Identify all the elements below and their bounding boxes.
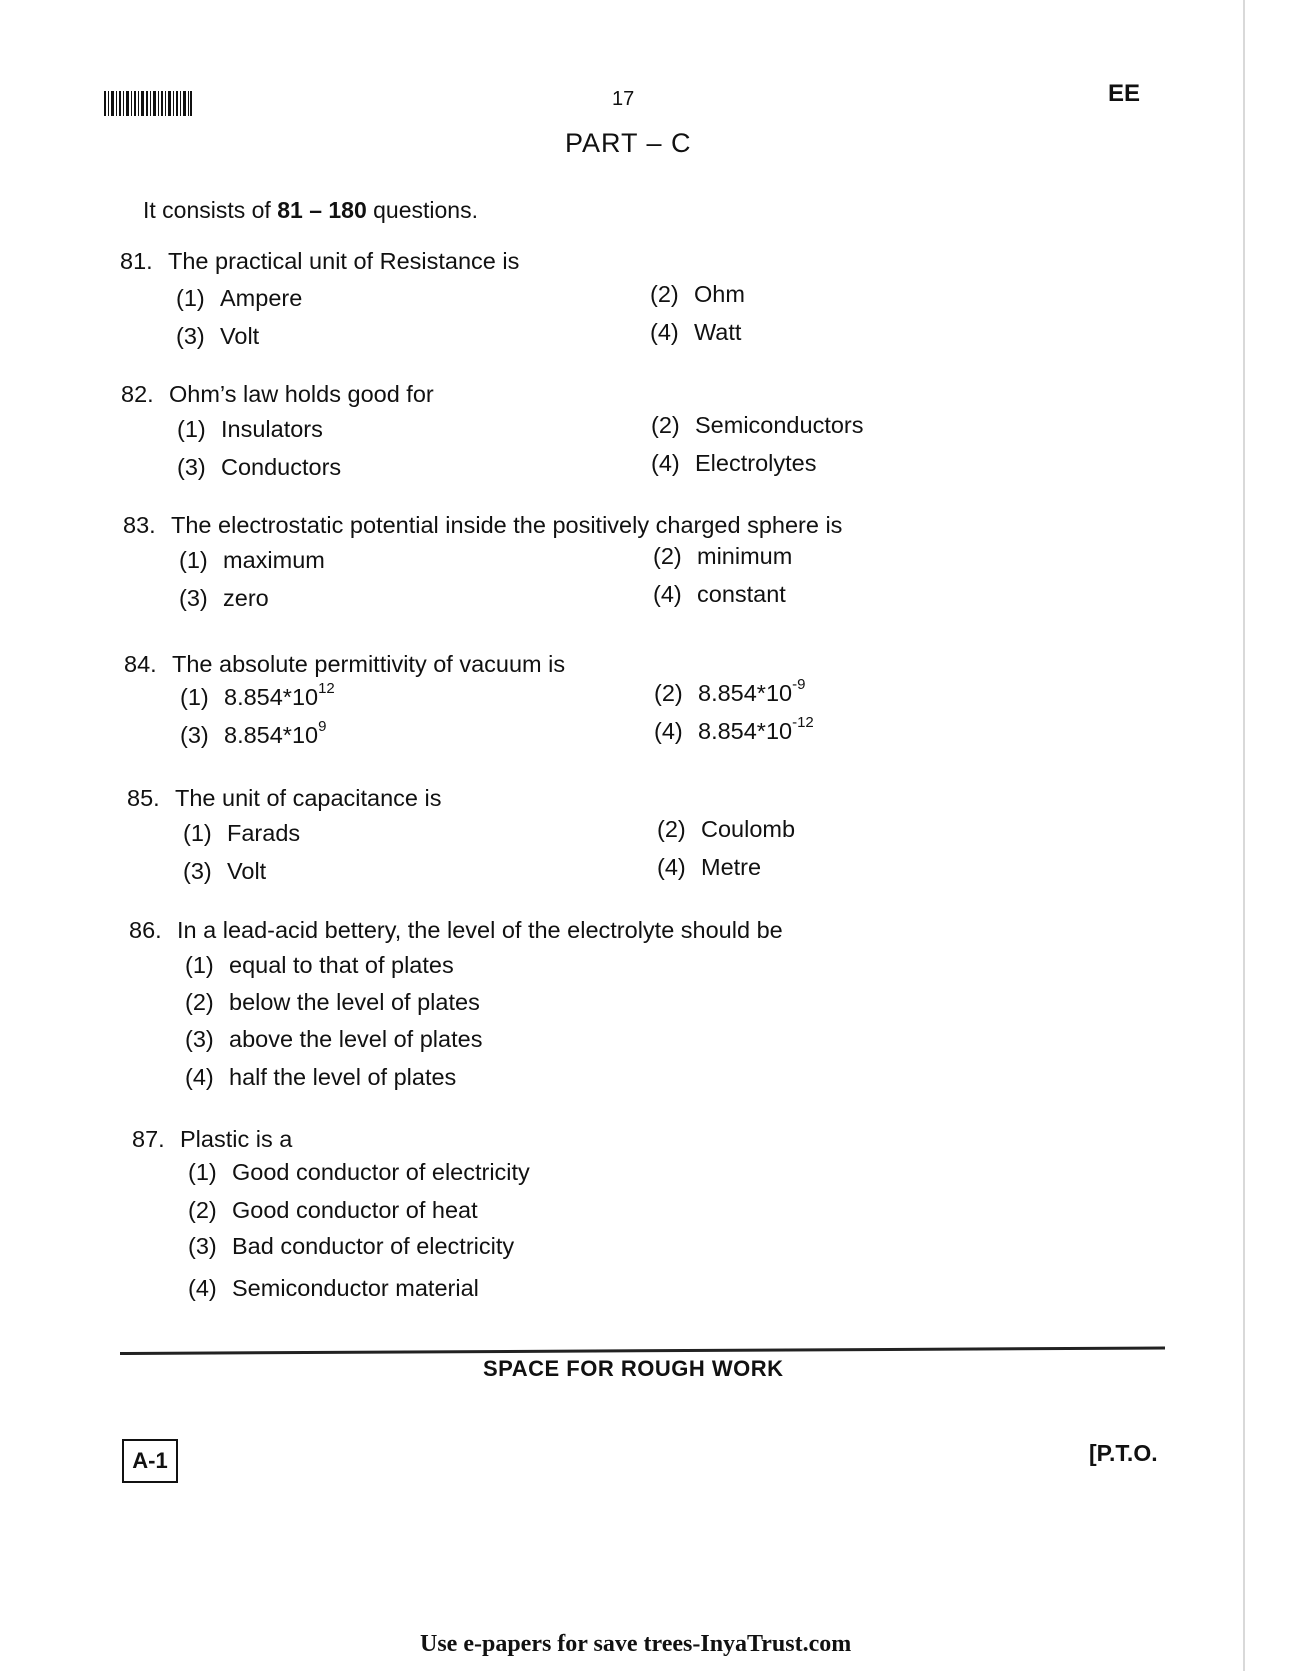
option-1: (1) $8.854*10^{12}$ [180, 680, 335, 710]
question-number: 86. [129, 917, 162, 943]
option-1: (1) Good conductor of electricity [188, 1159, 530, 1185]
footer-text: Use e-papers for save trees-InyaTrust.com [420, 1631, 852, 1657]
option-2: (2) $8.854*10^{-9}$ [654, 676, 806, 706]
set-code-box: A-1 [122, 1439, 178, 1483]
question-text: The electrostatic potential inside the positively charged sphere is [171, 512, 843, 538]
option-1: (1) Insulators [177, 416, 323, 442]
series-code: EE [1108, 80, 1141, 107]
question-87 [132, 1126, 530, 1303]
intro-range: 81 – 180 [277, 197, 367, 223]
question-text: In a lead-acid bettery, the level of the electrolyte should be [177, 917, 783, 943]
option-3: (3) Bad conductor of electricity [188, 1233, 515, 1259]
option-3: (3) above the level of plates [185, 1026, 483, 1052]
question-83 [123, 512, 842, 619]
question-text: The practical unit of Resistance is [168, 248, 520, 274]
intro-prefix: It consists of [143, 197, 278, 223]
question-text: Ohm’s law holds good for [169, 381, 434, 407]
option-3: (3) Volt [176, 323, 260, 349]
page-edge-line [1243, 0, 1245, 1671]
option-4: (4) $8.854*10^{-12}$ [654, 714, 814, 744]
option-4: (4) constant [653, 581, 786, 607]
question-82 [121, 381, 864, 488]
option-2: (2) Good conductor of heat [188, 1197, 478, 1223]
rough-work-label: SPACE FOR ROUGH WORK [483, 1356, 784, 1381]
option-2: (2) below the level of plates [185, 989, 480, 1015]
option-3: (3) Volt [183, 858, 267, 884]
option-2: (2) Ohm [650, 281, 745, 307]
question-text: The absolute permittivity of vacuum is [172, 651, 566, 677]
divider-rule [120, 1347, 1165, 1355]
option-1: (1) Ampere [176, 285, 303, 311]
option-2: (2) Coulomb [657, 816, 796, 842]
option-1: (1) maximum [179, 547, 325, 573]
part-heading: PART – C [565, 128, 692, 158]
barcode [104, 91, 192, 116]
question-text: The unit of capacitance is [175, 785, 442, 811]
question-81 [120, 248, 745, 355]
option-4: (4) Metre [657, 854, 762, 880]
pto-label: [P.T.O. [1089, 1440, 1158, 1466]
question-number: 82. [121, 381, 154, 407]
option-4: (4) half the level of plates [185, 1064, 457, 1090]
question-86 [129, 917, 783, 1094]
question-number: 85. [127, 785, 160, 811]
question-text: Plastic is a [180, 1126, 293, 1152]
intro-suffix: questions. [366, 197, 478, 223]
option-3: (3) $8.854*10^9$ [180, 718, 327, 748]
question-number: 83. [123, 512, 156, 538]
question-number: 87. [132, 1126, 165, 1152]
option-2: (2) minimum [653, 543, 793, 569]
question-85 [127, 785, 796, 892]
question-number: 81. [120, 248, 153, 274]
option-3: (3) Conductors [177, 454, 342, 480]
option-2: (2) Semiconductors [651, 412, 864, 438]
page-number: 17 [612, 88, 635, 110]
question-number: 84. [124, 651, 157, 677]
option-1: (1) equal to that of plates [185, 952, 454, 978]
intro-text [143, 197, 478, 224]
option-4: (4) Watt [650, 319, 742, 345]
option-4: (4) Semiconductor material [188, 1275, 479, 1301]
option-4: (4) Electrolytes [651, 450, 817, 476]
option-3: (3) zero [179, 585, 269, 611]
question-84 [124, 651, 814, 758]
option-1: (1) Farads [183, 820, 301, 846]
